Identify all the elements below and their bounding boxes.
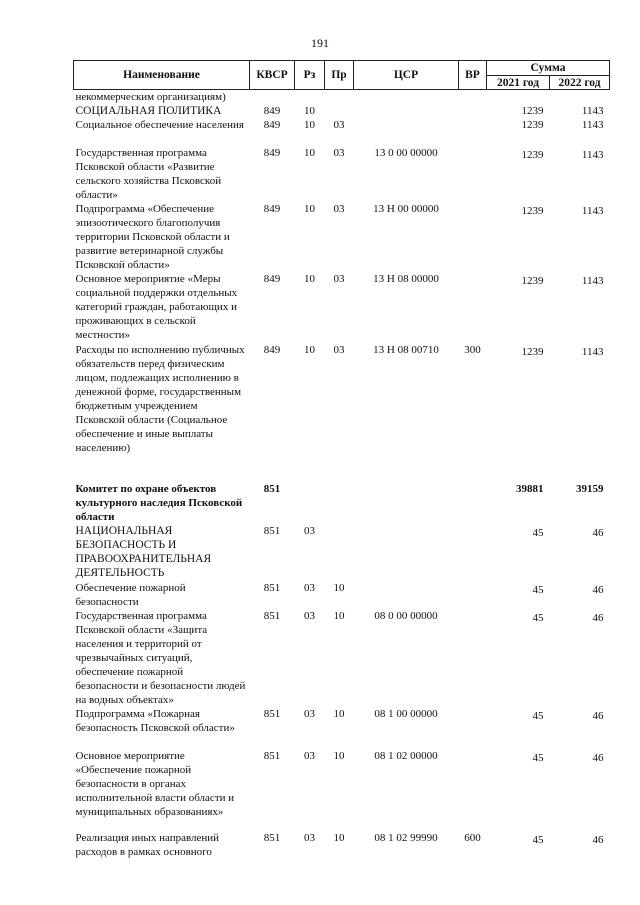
- table-row: [74, 90, 610, 105]
- row-rz: 03: [304, 750, 315, 762]
- row-pr: 10: [333, 750, 345, 762]
- row-vr: [459, 581, 487, 609]
- row-pr: [325, 482, 354, 524]
- row-csr: [354, 482, 459, 524]
- table-body: [74, 90, 610, 866]
- table-row: [74, 749, 610, 831]
- table-header: [74, 61, 610, 90]
- header-name: Наименование: [74, 61, 250, 90]
- row-name: Основное мероприятие «Обеспечение пожарной безопасности в органах исполнительной власти области и муниципальных образованиях»: [75, 750, 235, 818]
- table-row: [74, 482, 610, 524]
- row-pr: 10: [333, 582, 345, 594]
- row-sum-2021: 1239: [521, 346, 544, 358]
- row-sum-2021: 1239: [521, 105, 544, 117]
- row-kvsr: [250, 90, 295, 105]
- row-vr: [459, 118, 487, 146]
- row-kvsr: 849: [263, 344, 281, 356]
- row-sum-2021: [487, 90, 550, 105]
- row-kvsr: 851: [263, 832, 281, 844]
- row-sum-2022: 1143: [581, 105, 604, 117]
- row-vr: [459, 609, 487, 707]
- row-sum-2021: 45: [532, 584, 544, 596]
- row-name: Основное мероприятие «Меры социальной поддержки отдельных категорий граждан, работающих и проживающих в сельской местности»: [75, 273, 238, 341]
- row-name: Государственная программа Псковской области «Защита населения и территорий от чрезвычайных ситуаций, обеспечение пожарной безопасности и безопасности людей на водных объектах»: [75, 610, 246, 706]
- row-kvsr: 851: [263, 610, 281, 622]
- row-rz: [295, 482, 325, 524]
- row-sum-2022: 46: [592, 710, 604, 722]
- row-rz: 03: [304, 610, 315, 622]
- header-2021: 2021 год: [487, 76, 550, 90]
- row-sum-2022: 1143: [581, 119, 604, 131]
- table-row: [74, 831, 610, 865]
- row-rz: 10: [304, 147, 315, 159]
- row-name: Расходы по исполнению публичных обязательств перед физическим лицом, подлежащих исполнению в денежной форме, государственным бюджетным учреждением Псковской области (Социальное обеспечение и иные выплаты населению): [75, 344, 245, 454]
- row-vr: [459, 104, 487, 118]
- row-sum-2021: 45: [532, 612, 544, 624]
- row-kvsr: 851: [263, 750, 281, 762]
- row-sum-2022: 46: [592, 834, 604, 846]
- row-sum-2021: 1239: [521, 205, 544, 217]
- row-rz: 10: [304, 273, 315, 285]
- row-csr: 08 1 02 00000: [374, 750, 438, 762]
- row-pr: 03: [333, 203, 345, 215]
- table-row: [74, 524, 610, 581]
- row-kvsr: 851: [263, 483, 281, 495]
- row-sum-2021: 45: [532, 834, 544, 846]
- row-kvsr: 851: [263, 525, 281, 537]
- row-vr: [459, 749, 487, 831]
- table-row: [74, 118, 610, 146]
- table-row: [74, 146, 610, 202]
- row-sum-2021: 45: [532, 752, 544, 764]
- row-sum-2022: 46: [592, 612, 604, 624]
- table-row: [74, 272, 610, 343]
- row-pr: 03: [333, 344, 345, 356]
- row-pr: [325, 524, 354, 581]
- page-number: 191: [311, 36, 329, 50]
- row-pr: [325, 104, 354, 118]
- row-vr: [459, 524, 487, 581]
- row-rz: 03: [304, 525, 315, 537]
- row-sum-2021: 1239: [521, 119, 544, 131]
- header-2022: 2022 год: [550, 76, 610, 90]
- row-sum-2022: 1143: [581, 346, 604, 358]
- row-vr: [459, 90, 487, 105]
- row-rz: 03: [304, 708, 315, 720]
- row-kvsr: 851: [263, 582, 281, 594]
- row-csr: [354, 524, 459, 581]
- row-vr: [459, 482, 487, 524]
- row-sum-2022: 46: [592, 752, 604, 764]
- header-kvsr: КВСР: [250, 61, 295, 90]
- row-rz: 10: [304, 105, 315, 117]
- row-csr: 13 Н 08 00000: [373, 273, 439, 285]
- row-rz: [295, 90, 325, 105]
- table-row: [74, 104, 610, 118]
- row-pr: 10: [333, 708, 345, 720]
- header-pr: Пр: [325, 61, 354, 90]
- row-pr: 03: [333, 147, 345, 159]
- row-kvsr: 849: [263, 203, 281, 215]
- row-csr: 08 0 00 00000: [374, 610, 438, 622]
- table-row: [74, 707, 610, 749]
- row-sum-2021: 45: [532, 527, 544, 539]
- row-rz: 03: [304, 832, 315, 844]
- row-name: НАЦИОНАЛЬНАЯ БЕЗОПАСНОСТЬ И ПРАВООХРАНИТЕЛЬНАЯ ДЕЯТЕЛЬНОСТЬ: [75, 525, 212, 579]
- row-name: Подпрограмма «Обеспечение эпизоотического благополучия территории Псковской области и развитие ветеринарной службы Псковской области»: [75, 203, 230, 271]
- row-name: некоммерческим организациям): [75, 91, 226, 103]
- table-row: [74, 343, 610, 482]
- row-name: Государственная программа Псковской области «Развитие сельского хозяйства Псковской области»: [75, 147, 222, 201]
- row-name: Подпрограмма «Пожарная безопасность Псковской области»: [75, 708, 235, 734]
- header-rz: Рз: [295, 61, 325, 90]
- row-sum-2022: 1143: [581, 149, 604, 161]
- row-kvsr: 849: [263, 273, 281, 285]
- row-kvsr: 851: [263, 708, 281, 720]
- row-csr: [354, 90, 459, 105]
- row-csr: [354, 581, 459, 609]
- row-csr: [354, 118, 459, 146]
- row-name: Обеспечение пожарной безопасности: [75, 582, 186, 608]
- row-vr: [459, 272, 487, 343]
- row-csr: [354, 104, 459, 118]
- row-rz: 10: [304, 344, 315, 356]
- row-pr: [325, 90, 354, 105]
- row-vr: [459, 146, 487, 202]
- header-csr: ЦСР: [354, 61, 459, 90]
- row-sum-2022: 46: [592, 584, 604, 596]
- row-pr: 03: [333, 119, 345, 131]
- row-csr: 13 0 00 00000: [374, 147, 438, 159]
- row-sum-2021: 1239: [521, 275, 544, 287]
- row-pr: 03: [333, 273, 345, 285]
- row-pr: 10: [333, 832, 345, 844]
- row-sum-2021: 45: [532, 710, 544, 722]
- row-csr: 13 Н 08 00710: [373, 344, 439, 356]
- row-rz: 03: [304, 582, 315, 594]
- row-csr: 08 1 02 99990: [374, 832, 438, 844]
- row-sum-2022: [550, 90, 610, 105]
- row-vr: 300: [464, 344, 481, 356]
- row-rz: 10: [304, 203, 315, 215]
- row-rz: 10: [304, 119, 315, 131]
- row-name: Социальное обеспечение населения: [75, 119, 244, 131]
- row-kvsr: 849: [263, 105, 281, 117]
- row-pr: 10: [333, 610, 345, 622]
- row-vr: 600: [464, 832, 481, 844]
- header-sum: Сумма: [487, 61, 610, 76]
- row-vr: [459, 202, 487, 272]
- row-sum-2021: 39881: [516, 483, 544, 495]
- budget-table: [73, 60, 610, 865]
- row-name: СОЦИАЛЬНАЯ ПОЛИТИКА: [75, 105, 222, 117]
- row-kvsr: 849: [263, 147, 281, 159]
- row-sum-2022: 1143: [581, 205, 604, 217]
- table-row: [74, 609, 610, 707]
- header-vr: ВР: [459, 61, 487, 90]
- row-kvsr: 849: [263, 119, 281, 131]
- row-csr: 13 Н 00 00000: [373, 203, 439, 215]
- row-sum-2022: 1143: [581, 275, 604, 287]
- row-sum-2021: 1239: [521, 149, 544, 161]
- row-sum-2022: 46: [592, 527, 604, 539]
- row-vr: [459, 707, 487, 749]
- row-csr: 08 1 00 00000: [374, 708, 438, 720]
- row-name: Реализация иных направлений расходов в рамках основного: [75, 832, 220, 858]
- row-name: Комитет по охране объектов культурного наследия Псковской области: [75, 483, 243, 523]
- table-row: [74, 202, 610, 272]
- row-sum-2022: 39159: [576, 483, 604, 495]
- table-row: [74, 581, 610, 609]
